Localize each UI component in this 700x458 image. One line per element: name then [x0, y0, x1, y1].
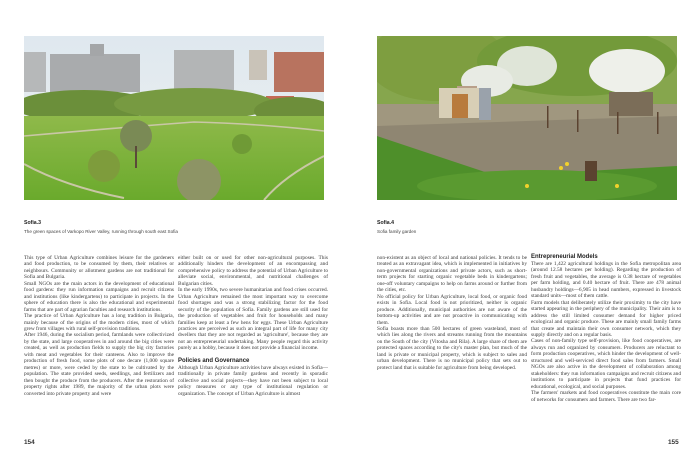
text-column-1 [377, 255, 527, 371]
page-number: 155 [668, 439, 679, 446]
section-heading: Policies and Governance [178, 357, 250, 364]
text-column-2 [531, 254, 681, 403]
caption-text: The green spaces of Varkopo River Valley, running through south east Sofia [24, 229, 178, 234]
caption-text: Sofia family garden [377, 229, 417, 234]
paragraph: Cases of non-family type self-provision, like food cooperatives, are always run and organized by consumers. Producers are reluctant to form production cooperatives, which hinder the development of well-structured and well-serviced direct food sales from farmers. Small NGOs are also active in the development of collaboration among stakeholders: they run information campaigns and recruit citizens and institutions to participate in projects that fund practices for educational, ecological, and social purposes. [531, 338, 681, 390]
paragraph: After 1946, during the socialism period, farmlands were collectivized by the state, and large cooperatives in and around the big cities were created, as well as production fields to supply the big city factories with meat and vegetables for their canteens. Also to improve the production of fresh food, some plots of one decare (1,000 square metres) or more, were ceded by the state to be cultivated by the population. The state provided seeds, seedlings, and fertilizers and then bought the produce from the producers. After the restoration of property rights after 1989, the majority of the urban plots were converted into private property and were [24, 332, 174, 397]
paragraph: Although Urban Agriculture activities have always existed in Sofia—traditionally in private family gardens and recently in sporadic collective and social projects—they have not been subject to local policy measures or any type of institutional regulation or organization. The concept of Urban Agriculture is almost [178, 364, 328, 397]
paragraph: The practice of Urban Agriculture has a long tradition in Bulgaria, mainly because of the origins of the modern cities, most of which grew from villages with rural self-provision traditions. [24, 313, 174, 332]
section-heading: Entrepreneurial Models [531, 254, 598, 260]
paragraph: This type of Urban Agriculture combines leisure for the gardeners and food production, to be consumed by them, their relatives or neighbours. Community or allotment gardens are not traditional for Sofia and Bulgaria. [24, 255, 174, 281]
landscape-image [24, 36, 324, 200]
paragraph: No official policy for Urban Agriculture, local food, or organic food exists in Sofia. Local food is not prioritized, neither is organic produce. Additionally, municipal authorities are not aware of the bottom-up activities and are not proactive in communicating with them. [377, 293, 527, 326]
paragraph: Farm models that deliberately utilize their proximity to the city have started appearing in the periphery of the municipality. Their aim is to address the still limited consumer demand for higher priced ecological and organic produce. These are mainly small family farms that create and maintain their own consumer network, which they supply directly and on a regular basis. [531, 299, 681, 338]
paragraph: either built on or used for other non-agricultural purposes. This additionally hinders the development of an encompassing and comprehensive policy to address the potential of Urban Agriculture to alleviate social, environmental, and nutritional challenges of Bulgarian cities. [178, 255, 328, 287]
paragraph: The farmers' markets and food cooperatives constitute the main core of networks for consumers and farmers. There are two far- [531, 390, 681, 403]
paragraph: Small NGOs are the main actors in the development of educational food gardens: they run information campaigns and recruit citizens and institutions (like kindergartens) to participate in projects. In the sphere of education there is also the educational and experimental farms that are part of agrarian faculties and research institutions. [24, 280, 174, 313]
photo-family-garden [377, 36, 677, 200]
right-page [350, 0, 700, 458]
garden-image [377, 36, 677, 200]
text-column-2 [178, 255, 328, 397]
paragraph: There are 1,422 agricultural holdings in the Sofia metropolitan area (around 12.58 hectares per holding). Regarding the production of fresh fruit and vegetables, the average is 0.38 hectare of vegetables per farm holding, and 0.40 hectare of fruit. There are 478 animal husbandry holdings—6,905 in head numbers, expressed in livestock standard units—most of them cattle. [531, 261, 681, 300]
paragraph: Sofia boasts more than 500 hectares of green wasteland, most of which lies along the rivers and streams running from the mountains on the South of the city (Vitosha and Rila). A large share of them are protected spaces according to the city's master plan, but much of the land is private or municipal property, which is subject to sales and urban development. There is no municipal policy that sets out to protect land that is suitable for agriculture from being developed. [377, 325, 527, 371]
photo-vartopo-valley [24, 36, 324, 200]
paragraph: In the early 1990s, two severe humanitarian and food crises occurred. Urban Agriculture remained the most important way to overcome food shortages and was a strong stabilizing factor for the food security of the population of Sofia. Family gardens are still used for the production of vegetables and fruit for households and many families keep at least a few hens for eggs. These Urban Agriculture practices are perceived as such an integral part of life for many city dwellers that they are not regarded as 'agriculture', because they are not an entrepreneurial undertaking. Many people regard this activity purely as a hobby, because it does not provide a financial income. [178, 287, 328, 352]
caption-title: Sofia.3 [24, 220, 42, 226]
text-column-1 [24, 255, 174, 397]
paragraph: non-existent as an object of local and national policies. It tends to be treated as an extravagant idea, which is implemented in initiatives by non-governmental organizations and private actors, such as short-term projects for starting organic vegetable beds in kindergartens; one-off voluntary campaigns to help on farms around or further from the cities, etc. [377, 255, 527, 294]
page-number: 154 [24, 439, 35, 446]
caption-title: Sofia.4 [377, 220, 395, 226]
